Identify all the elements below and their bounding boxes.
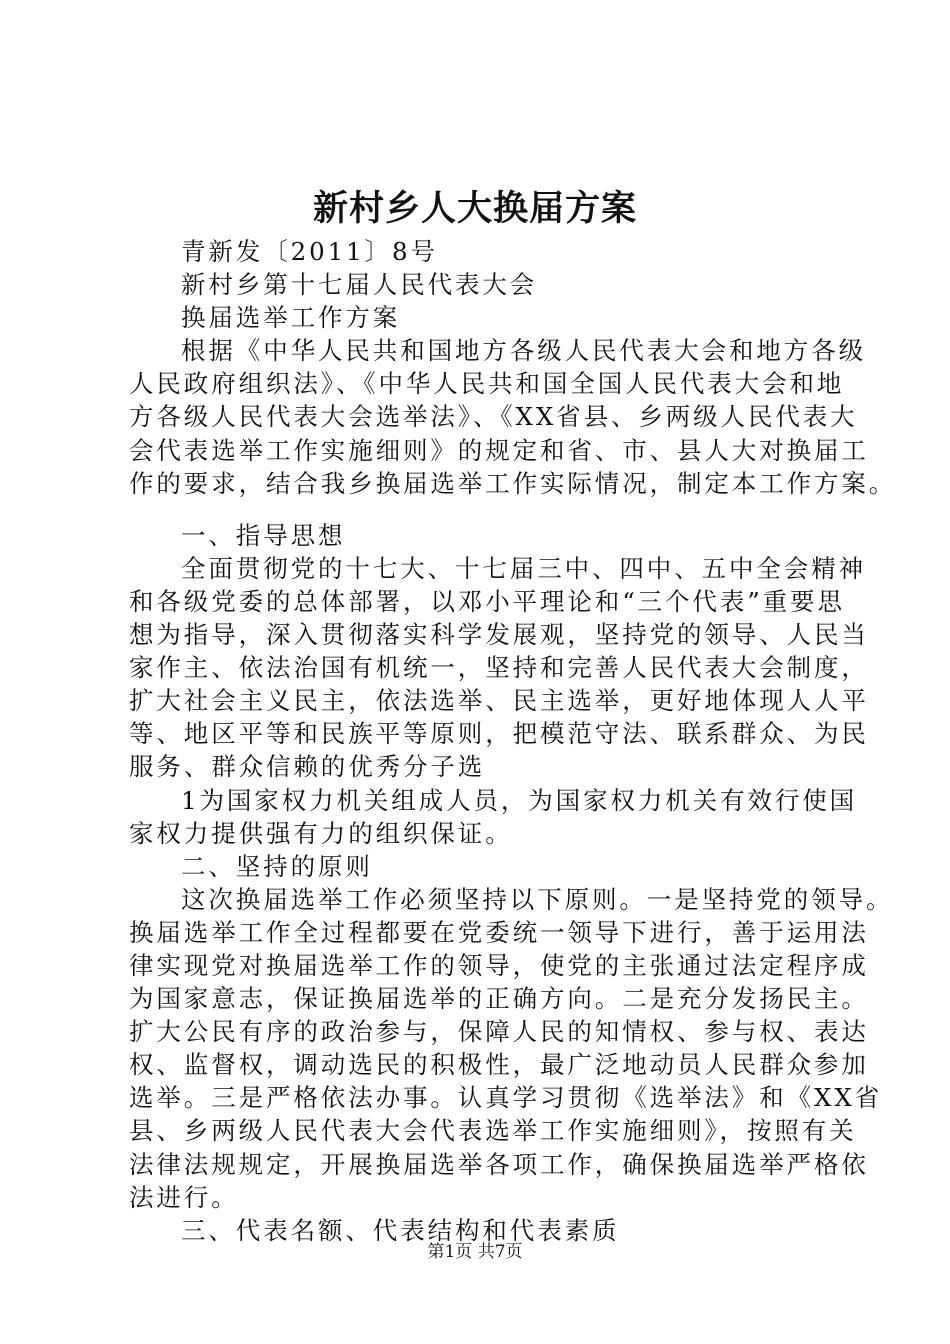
paragraph-line: 为国家意志，保证换届选举的正确方向。二是充分发扬民主。 [129, 984, 869, 1014]
paragraph-line: 服务、群众信赖的优秀分子选 [129, 752, 486, 782]
paragraph-line: 和各级党委的总体部署，以邓小平理论和“三个代表”重要思 [129, 586, 845, 616]
document-title: 新村乡人大换届方案 [312, 188, 637, 229]
section-heading: 二、坚持的原则 [181, 851, 373, 881]
paragraph-line: 律实现党对换届选举工作的领导，使党的主张通过法定程序成 [129, 950, 869, 980]
paragraph-line: 扩大社会主义民主，依法选举、民主选举，更好地体现人人平 [129, 686, 869, 716]
paragraph-line: 家权力提供强有力的组织保证。 [129, 818, 513, 848]
paragraph-line: 1为国家权力机关组成人员，为国家权力机关有效行使国 [181, 785, 858, 815]
paragraph-line: 家作主、依法治国有机统一，坚持和完善人民代表大会制度， [129, 653, 869, 683]
paragraph-line: 扩大公民有序的政治参与，保障人民的知情权、参与权、表达 [129, 1017, 869, 1047]
section-heading: 三、代表名额、代表结构和代表素质 [181, 1215, 620, 1245]
paragraph-line: 换届选举工作全过程都要在党委统一领导下进行，善于运用法 [129, 917, 869, 947]
paragraph-spacer [129, 500, 841, 519]
section-heading: 一、指导思想 [181, 520, 346, 550]
paragraph-line: 作的要求，结合我乡换届选举工作实际情况，制定本工作方案。 [129, 468, 897, 498]
paragraph-line: 选举。三是严格依法办事。认真学习贯彻《选举法》和《XX省 [129, 1083, 883, 1113]
paragraph-line: 这次换届选举工作必须坚持以下原则。一是坚持党的领导。 [181, 884, 894, 914]
doc-number: 青新发〔2011〕8号 [181, 237, 438, 266]
paragraph-line: 人民政府组织法》、《中华人民共和国全国人民代表大会和地 [129, 369, 845, 399]
paragraph-line: 根据《中华人民共和国地方各级人民代表大会和地方各级 [181, 336, 866, 366]
paragraph-line: 县、乡两级人民代表大会代表选举工作实施细则》，按照有关 [129, 1116, 857, 1146]
heading-line: 换届选举工作方案 [181, 303, 401, 333]
document-body [129, 235, 897, 1247]
page-footer: 第1页 共7页 [427, 1242, 523, 1262]
paragraph-line: 方各级人民代表大会选举法》、《XX省县、乡两级人民代表大 [129, 402, 858, 432]
heading-line: 新村乡第十七届人民代表大会 [181, 270, 538, 300]
paragraph-line: 想为指导，深入贯彻落实科学发展观，坚持党的领导、人民当 [129, 620, 869, 650]
paragraph-line: 法进行。 [129, 1182, 239, 1212]
paragraph-line: 会代表选举工作实施细则》的规定和省、市、县人大对换届工 [129, 435, 869, 465]
paragraph-line: 等、地区平等和民族平等原则，把模范守法、联系群众、为民 [129, 719, 869, 749]
paragraph-line: 权、监督权，调动选民的积极性，最广泛地动员人民群众参加 [129, 1050, 869, 1080]
paragraph-line: 全面贯彻党的十七大、十七届三中、四中、五中全会精神 [181, 553, 866, 583]
paragraph-line: 法律法规规定，开展换届选举各项工作，确保换届选举严格依 [129, 1149, 869, 1179]
